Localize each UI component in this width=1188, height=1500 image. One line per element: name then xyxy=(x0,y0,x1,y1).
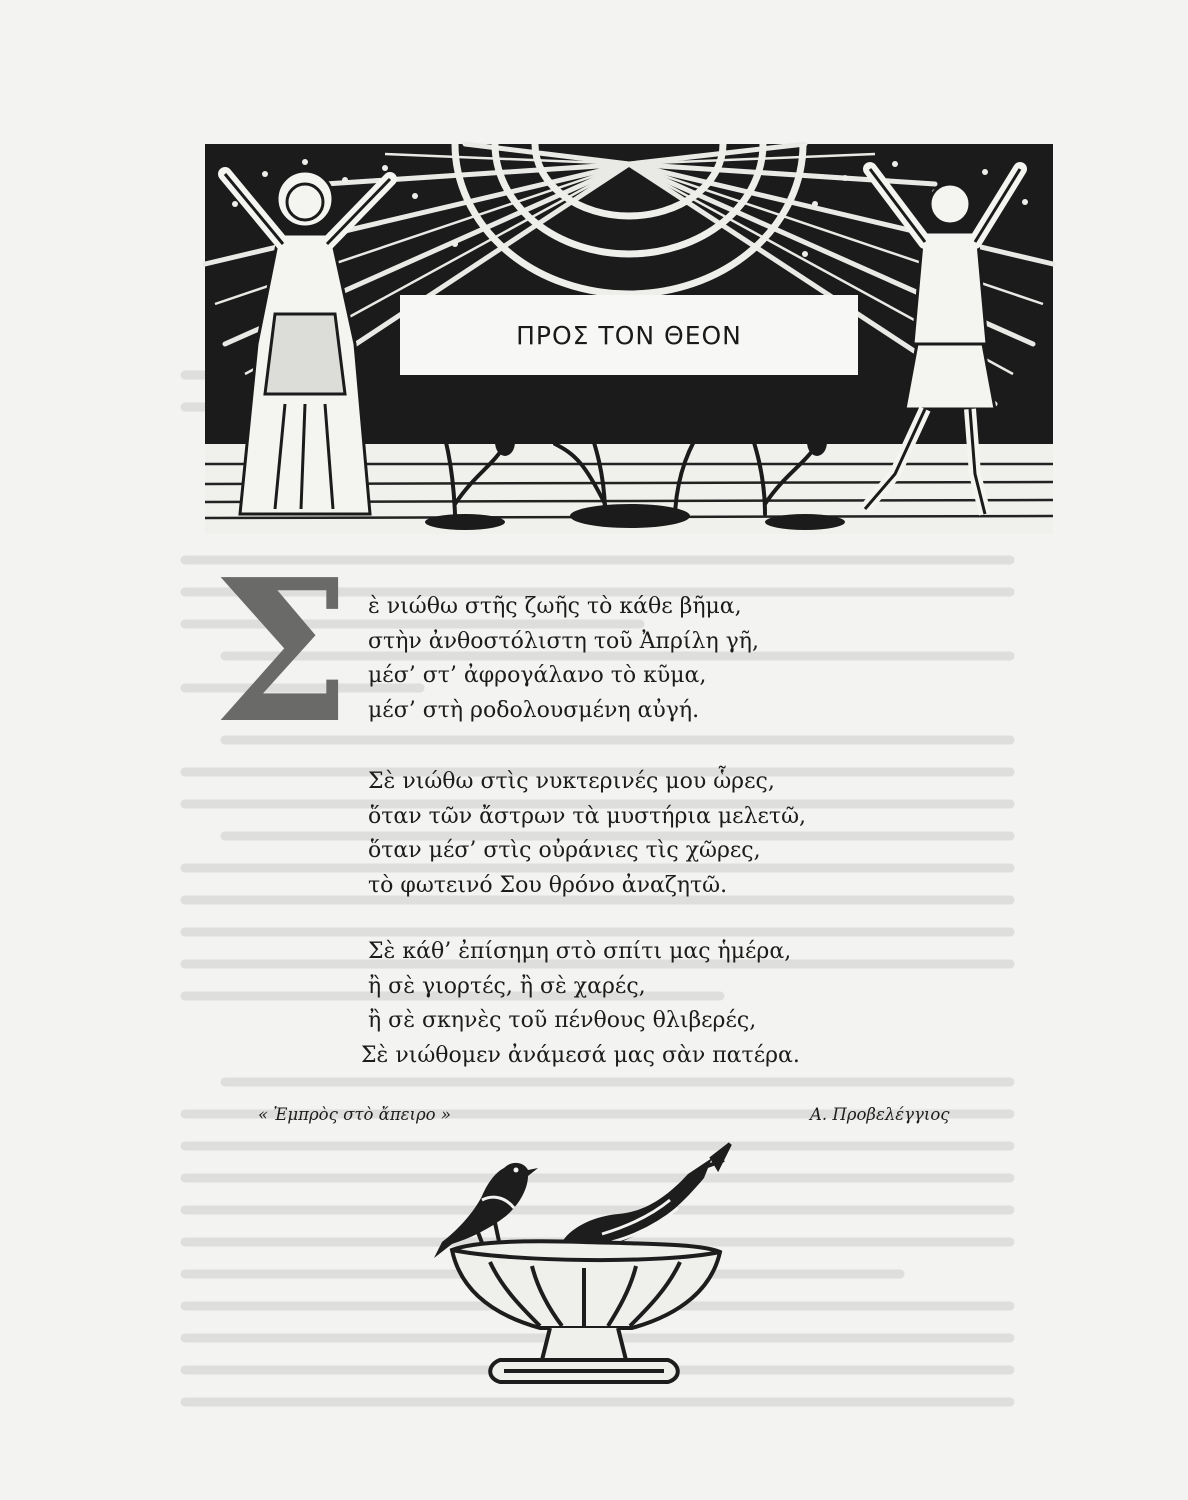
bowl xyxy=(452,1241,720,1382)
verse-line: τὸ φωτεινό Σου θρόνο ἀναζητῶ. xyxy=(368,872,728,898)
verse-line: ὅταν τῶν ἄστρων τὰ μυστήρια μελετῶ, xyxy=(368,803,807,829)
poem-title: ΠΡΟΣ ΤΟΝ ΘΕΟΝ xyxy=(516,320,742,350)
title-panel-overlay xyxy=(400,295,858,375)
verse-line: μέσ’ στ’ ἀφρογάλανο τὸ κῦμα, xyxy=(368,663,707,688)
source-title: « Ἐμπρὸς στὸ ἄπειρο » xyxy=(258,1105,451,1124)
verse-line: μέσ’ στὴ ροδολουσμένη αὐγή. xyxy=(368,697,700,723)
stanza-2 xyxy=(368,765,806,903)
stanza-1 xyxy=(368,590,759,728)
drop-cap xyxy=(212,537,352,767)
verse-line: Σὲ κάθ’ ἐπίσημη στὸ σπίτι μας ἡμέρα, xyxy=(368,939,792,964)
svg-text:Σ: Σ xyxy=(212,537,352,767)
stanza-3 xyxy=(361,935,807,1073)
author-name: Α. Προβελέγγιος xyxy=(810,1105,950,1124)
bird-bowl-ornament xyxy=(412,1138,757,1408)
verse-line: ὅταν μέσ’ στὶς οὐράνιες τὶς χῶρες, xyxy=(368,838,761,863)
verse-line: ὲ νιώθω στῆς ζωῆς τὸ κάθε βῆμα, xyxy=(368,594,742,619)
verse-line: Σὲ νιώθω στὶς νυκτερινές μου ὧρες, xyxy=(368,769,775,794)
verse-line: στὴν ἀνθοστόλιστη τοῦ Ἀπρίλη γῆ, xyxy=(368,628,759,654)
verse-line: Σὲ νιώθομεν ἀνάμεσά μας σὰν πατέρα. xyxy=(361,1042,800,1068)
verse-line: ἢ σὲ σκηνὲς τοῦ πένθους θλιβερές, xyxy=(368,1008,757,1033)
verse-line: ἢ σὲ γιορτές, ἢ σὲ χαρές, xyxy=(368,973,646,999)
